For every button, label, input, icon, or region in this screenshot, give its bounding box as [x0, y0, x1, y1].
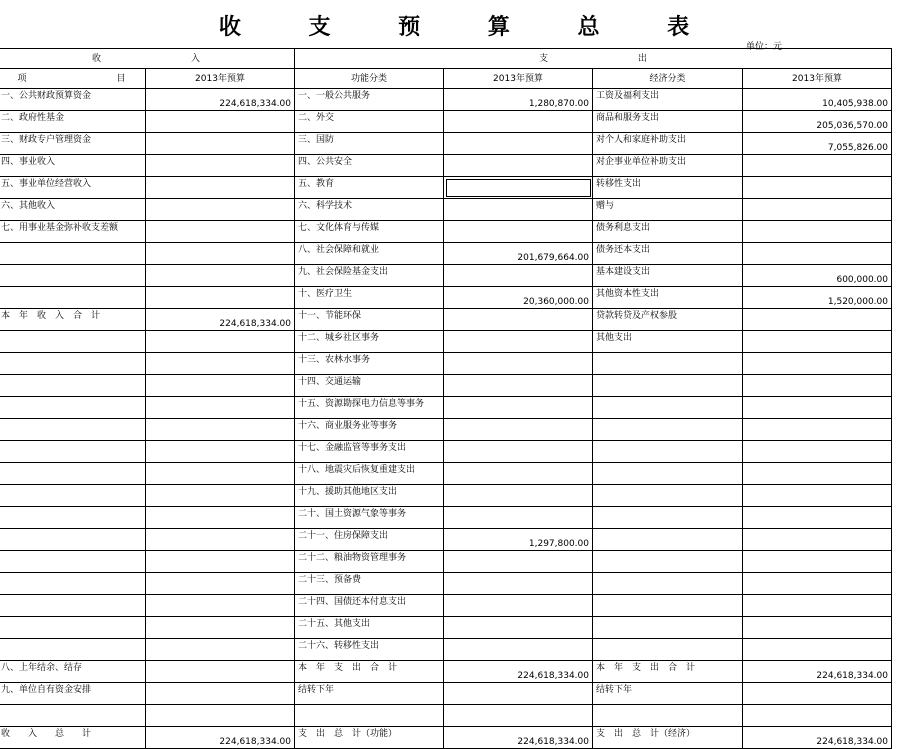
- econ-item-cell[interactable]: 本 年 支 出 合 计: [593, 661, 743, 683]
- econ-item-cell[interactable]: [593, 617, 743, 639]
- econ-item-cell[interactable]: [593, 441, 743, 463]
- income-amount-cell[interactable]: [146, 617, 295, 639]
- income-amount-cell[interactable]: [146, 243, 295, 265]
- func-amount-cell[interactable]: [444, 639, 593, 661]
- func-item-cell[interactable]: 十六、商业服务业等事务: [295, 419, 444, 441]
- table-row: [0, 243, 892, 265]
- econ-amount-cell[interactable]: [743, 243, 892, 265]
- income-item-cell[interactable]: 七、用事业基金弥补收支差额: [0, 221, 146, 243]
- income-item-cell[interactable]: 六、其他收入: [0, 199, 146, 221]
- func-item-cell[interactable]: 本 年 支 出 合 计: [295, 661, 444, 683]
- income-amount-cell[interactable]: [146, 155, 295, 177]
- econ-amount-cell[interactable]: [743, 463, 892, 485]
- econ-amount-cell[interactable]: [743, 529, 892, 551]
- econ-amount-cell[interactable]: [743, 441, 892, 463]
- func-item-cell[interactable]: 结转下年: [295, 683, 444, 705]
- econ-amount-cell[interactable]: [743, 705, 892, 727]
- func-budget-header: 2013年预算: [444, 69, 593, 89]
- func-item-cell[interactable]: 十二、城乡社区事务: [295, 331, 444, 353]
- income-item-cell[interactable]: [0, 573, 146, 595]
- table-row: [0, 463, 892, 485]
- econ-amount-cell[interactable]: [743, 397, 892, 419]
- func-item-cell[interactable]: [295, 705, 444, 727]
- func-item-cell[interactable]: 十八、地震灾后恢复重建支出: [295, 463, 444, 485]
- econ-item-cell[interactable]: 债务还本支出: [593, 243, 743, 265]
- income-amount-cell[interactable]: [146, 353, 295, 375]
- income-item-cell[interactable]: 五、事业单位经营收入: [0, 177, 146, 199]
- income-amount-cell[interactable]: [146, 463, 295, 485]
- econ-item-cell[interactable]: [593, 573, 743, 595]
- table-row: [0, 573, 892, 595]
- econ-amount-cell[interactable]: [743, 331, 892, 353]
- table-row: [0, 155, 892, 177]
- income-amount-cell[interactable]: [146, 705, 295, 727]
- econ-item-cell[interactable]: [593, 639, 743, 661]
- econ-amount-cell[interactable]: [743, 639, 892, 661]
- func-item-cell[interactable]: 二十四、国债还本付息支出: [295, 595, 444, 617]
- table-row: [0, 419, 892, 441]
- income-amount-cell[interactable]: [146, 529, 295, 551]
- econ-item-cell[interactable]: 工资及福利支出: [593, 89, 743, 111]
- econ-amount-cell[interactable]: [743, 199, 892, 221]
- econ-amount-cell[interactable]: 224,618,334.00: [743, 661, 892, 683]
- econ-amount-cell[interactable]: [743, 573, 892, 595]
- income-item-cell[interactable]: [0, 375, 146, 397]
- budget-table: [0, 48, 892, 749]
- econ-amount-cell[interactable]: 1,520,000.00: [743, 287, 892, 309]
- table-row: [0, 111, 892, 133]
- income-amount-cell[interactable]: [146, 111, 295, 133]
- income-amount-cell[interactable]: 224,618,334.00: [146, 727, 295, 749]
- table-row: [0, 683, 892, 705]
- income-amount-cell[interactable]: [146, 375, 295, 397]
- func-amount-cell[interactable]: [444, 221, 593, 243]
- func-item-cell[interactable]: 七、文化体育与传媒: [295, 221, 444, 243]
- income-header: 收 入: [0, 49, 295, 69]
- func-amount-cell[interactable]: [444, 441, 593, 463]
- econ-item-cell[interactable]: 贷款转贷及产权参股: [593, 309, 743, 331]
- econ-amount-cell[interactable]: [743, 595, 892, 617]
- table-row: [0, 529, 892, 551]
- econ-amount-cell[interactable]: [743, 309, 892, 331]
- income-item-cell[interactable]: [0, 485, 146, 507]
- income-amount-cell[interactable]: 224,618,334.00: [146, 89, 295, 111]
- econ-item-cell[interactable]: [593, 397, 743, 419]
- func-amount-cell[interactable]: [444, 309, 593, 331]
- income-item-cell[interactable]: [0, 617, 146, 639]
- func-amount-cell[interactable]: [444, 265, 593, 287]
- income-amount-cell[interactable]: [146, 573, 295, 595]
- func-item-cell[interactable]: 二十一、住房保障支出: [295, 529, 444, 551]
- table-row: [0, 661, 892, 683]
- econ-item-cell[interactable]: [593, 419, 743, 441]
- func-item-cell[interactable]: 十九、援助其他地区支出: [295, 485, 444, 507]
- header-row-2: [0, 69, 892, 89]
- income-item-cell[interactable]: [0, 551, 146, 573]
- func-item-cell[interactable]: 二十三、预备费: [295, 573, 444, 595]
- func-item-cell[interactable]: 二十、国土资源气象等事务: [295, 507, 444, 529]
- table-row: [0, 221, 892, 243]
- econ-amount-cell[interactable]: [743, 617, 892, 639]
- table-row: [0, 441, 892, 463]
- econ-item-cell[interactable]: [593, 375, 743, 397]
- income-amount-cell[interactable]: [146, 419, 295, 441]
- econ-amount-cell[interactable]: [743, 155, 892, 177]
- econ-item-cell[interactable]: 支 出 总 计（经济）: [593, 727, 743, 749]
- table-row: [0, 177, 892, 199]
- econ-item-cell[interactable]: 赠与: [593, 199, 743, 221]
- econ-amount-cell[interactable]: 10,405,938.00: [743, 89, 892, 111]
- econ-amount-cell[interactable]: [743, 507, 892, 529]
- income-item-cell[interactable]: 四、事业收入: [0, 155, 146, 177]
- page-title: 收 支 预 算 总 表: [218, 14, 720, 40]
- table-row: [0, 727, 892, 749]
- econ-item-cell[interactable]: [593, 485, 743, 507]
- income-item-cell[interactable]: [0, 595, 146, 617]
- income-item-cell[interactable]: 三、财政专户管理资金: [0, 133, 146, 155]
- income-amount-cell[interactable]: [146, 265, 295, 287]
- func-amount-cell[interactable]: [444, 177, 593, 199]
- econ-amount-cell[interactable]: [743, 221, 892, 243]
- econ-amount-cell[interactable]: [743, 419, 892, 441]
- func-amount-cell[interactable]: [444, 485, 593, 507]
- table-row: [0, 551, 892, 573]
- table-row: [0, 199, 892, 221]
- func-item-cell[interactable]: 十一、节能环保: [295, 309, 444, 331]
- func-amount-cell[interactable]: 224,618,334.00: [444, 727, 593, 749]
- income-item-cell[interactable]: [0, 243, 146, 265]
- func-amount-cell[interactable]: [444, 111, 593, 133]
- func-amount-cell[interactable]: [444, 375, 593, 397]
- econ-item-cell[interactable]: [593, 463, 743, 485]
- expense-header: 支 出: [295, 49, 892, 69]
- func-item-cell[interactable]: 十五、资源勘探电力信息等事务: [295, 397, 444, 419]
- func-amount-cell[interactable]: [444, 331, 593, 353]
- income-item-cell[interactable]: [0, 507, 146, 529]
- econ-item-cell[interactable]: [593, 353, 743, 375]
- income-item-cell[interactable]: [0, 397, 146, 419]
- income-item-cell[interactable]: [0, 441, 146, 463]
- table-row: [0, 287, 892, 309]
- func-item-cell[interactable]: 十三、农林水事务: [295, 353, 444, 375]
- func-item-cell[interactable]: 十、医疗卫生: [295, 287, 444, 309]
- econ-class-header: 经济分类: [593, 69, 743, 89]
- func-amount-cell[interactable]: [444, 463, 593, 485]
- income-item-cell[interactable]: 八、上年结余、结存: [0, 661, 146, 683]
- econ-item-cell[interactable]: [593, 551, 743, 573]
- econ-amount-cell[interactable]: [743, 177, 892, 199]
- func-amount-cell[interactable]: [444, 419, 593, 441]
- income-budget-header: 2013年预算: [146, 69, 295, 89]
- income-item-cell[interactable]: [0, 419, 146, 441]
- income-item-cell[interactable]: [0, 287, 146, 309]
- func-amount-cell[interactable]: [444, 683, 593, 705]
- table-row: [0, 639, 892, 661]
- econ-item-cell[interactable]: 结转下年: [593, 683, 743, 705]
- table-row: [0, 485, 892, 507]
- func-item-cell[interactable]: 十七、金融监管等事务支出: [295, 441, 444, 463]
- income-item-cell[interactable]: [0, 265, 146, 287]
- table-row: [0, 133, 892, 155]
- income-item-cell[interactable]: [0, 331, 146, 353]
- func-amount-cell[interactable]: 20,360,000.00: [444, 287, 593, 309]
- func-item-cell[interactable]: 八、社会保障和就业: [295, 243, 444, 265]
- income-amount-cell[interactable]: [146, 287, 295, 309]
- func-amount-cell[interactable]: [444, 551, 593, 573]
- econ-item-cell[interactable]: 对个人和家庭补助支出: [593, 133, 743, 155]
- income-amount-cell[interactable]: [146, 397, 295, 419]
- income-amount-cell[interactable]: 224,618,334.00: [146, 309, 295, 331]
- income-item-cell[interactable]: 二、政府性基金: [0, 111, 146, 133]
- econ-amount-cell[interactable]: [743, 683, 892, 705]
- func-amount-cell[interactable]: 224,618,334.00: [444, 661, 593, 683]
- func-amount-cell[interactable]: [444, 617, 593, 639]
- income-amount-cell[interactable]: [146, 133, 295, 155]
- func-item-cell[interactable]: 二十五、其他支出: [295, 617, 444, 639]
- income-item-cell[interactable]: [0, 353, 146, 375]
- func-item-cell[interactable]: 一、一般公共服务: [295, 89, 444, 111]
- func-item-cell[interactable]: 二十二、粮油物资管理事务: [295, 551, 444, 573]
- table-row: [0, 507, 892, 529]
- econ-item-cell[interactable]: 基本建设支出: [593, 265, 743, 287]
- income-amount-cell[interactable]: [146, 639, 295, 661]
- income-item-cell[interactable]: 一、公共财政预算资金: [0, 89, 146, 111]
- econ-amount-cell[interactable]: [743, 375, 892, 397]
- item-header: 项 目: [0, 69, 146, 89]
- func-amount-cell[interactable]: 1,280,870.00: [444, 89, 593, 111]
- table-row: [0, 89, 892, 111]
- func-amount-cell[interactable]: [444, 573, 593, 595]
- func-item-cell[interactable]: 五、教育: [295, 177, 444, 199]
- income-item-cell[interactable]: 九、单位自有资金安排: [0, 683, 146, 705]
- func-amount-cell[interactable]: [444, 155, 593, 177]
- func-amount-cell[interactable]: 1,297,800.00: [444, 529, 593, 551]
- econ-item-cell[interactable]: [593, 595, 743, 617]
- func-class-header: 功能分类: [295, 69, 444, 89]
- econ-item-cell[interactable]: 商品和服务支出: [593, 111, 743, 133]
- income-amount-cell[interactable]: [146, 595, 295, 617]
- income-item-cell[interactable]: [0, 639, 146, 661]
- income-amount-cell[interactable]: [146, 331, 295, 353]
- header-row-1: [0, 49, 892, 69]
- econ-item-cell[interactable]: 对企事业单位补助支出: [593, 155, 743, 177]
- econ-item-cell[interactable]: [593, 529, 743, 551]
- econ-amount-cell[interactable]: [743, 551, 892, 573]
- func-amount-cell[interactable]: [444, 595, 593, 617]
- econ-amount-cell[interactable]: [743, 485, 892, 507]
- table-row: [0, 331, 892, 353]
- table-row: [0, 353, 892, 375]
- income-amount-cell[interactable]: [146, 683, 295, 705]
- table-row: [0, 617, 892, 639]
- income-amount-cell[interactable]: [146, 551, 295, 573]
- func-amount-cell[interactable]: [444, 199, 593, 221]
- econ-item-cell[interactable]: [593, 705, 743, 727]
- func-item-cell[interactable]: 十四、交通运输: [295, 375, 444, 397]
- income-item-cell[interactable]: [0, 529, 146, 551]
- econ-item-cell[interactable]: 转移性支出: [593, 177, 743, 199]
- income-amount-cell[interactable]: [146, 177, 295, 199]
- income-item-cell[interactable]: [0, 463, 146, 485]
- func-amount-cell[interactable]: 201,679,664.00: [444, 243, 593, 265]
- income-item-cell[interactable]: 本 年 收 入 合 计: [0, 309, 146, 331]
- func-amount-cell[interactable]: [444, 133, 593, 155]
- unit-label: 单位：元: [746, 42, 783, 52]
- income-amount-cell[interactable]: [146, 221, 295, 243]
- func-item-cell[interactable]: 六、科学技术: [295, 199, 444, 221]
- income-amount-cell[interactable]: [146, 441, 295, 463]
- econ-amount-cell[interactable]: [743, 353, 892, 375]
- income-item-cell[interactable]: 收 入 总 计: [0, 727, 146, 749]
- func-item-cell[interactable]: 四、公共安全: [295, 155, 444, 177]
- econ-amount-cell[interactable]: 205,036,570.00: [743, 111, 892, 133]
- table-row: [0, 375, 892, 397]
- func-item-cell[interactable]: 二、外交: [295, 111, 444, 133]
- econ-item-cell[interactable]: 债务利息支出: [593, 221, 743, 243]
- income-amount-cell[interactable]: [146, 199, 295, 221]
- func-item-cell[interactable]: 三、国防: [295, 133, 444, 155]
- income-amount-cell[interactable]: [146, 661, 295, 683]
- income-amount-cell[interactable]: [146, 485, 295, 507]
- func-amount-cell[interactable]: [444, 507, 593, 529]
- table-row: [0, 705, 892, 727]
- econ-budget-header: 2013年预算: [743, 69, 892, 89]
- func-item-cell[interactable]: 支 出 总 计（功能）: [295, 727, 444, 749]
- table-row: [0, 265, 892, 287]
- table-row: [0, 595, 892, 617]
- func-item-cell[interactable]: 九、社会保险基金支出: [295, 265, 444, 287]
- table-row: [0, 397, 892, 419]
- income-amount-cell[interactable]: [146, 507, 295, 529]
- func-amount-cell[interactable]: [444, 397, 593, 419]
- func-item-cell[interactable]: 二十六、转移性支出: [295, 639, 444, 661]
- econ-item-cell[interactable]: 其他资本性支出: [593, 287, 743, 309]
- econ-amount-cell[interactable]: 224,618,334.00: [743, 727, 892, 749]
- func-amount-cell[interactable]: [444, 353, 593, 375]
- econ-item-cell[interactable]: [593, 507, 743, 529]
- table-row: [0, 309, 892, 331]
- econ-item-cell[interactable]: 其他支出: [593, 331, 743, 353]
- func-amount-cell[interactable]: [444, 705, 593, 727]
- econ-amount-cell[interactable]: 600,000.00: [743, 265, 892, 287]
- income-item-cell[interactable]: [0, 705, 146, 727]
- econ-amount-cell[interactable]: 7,055,826.00: [743, 133, 892, 155]
